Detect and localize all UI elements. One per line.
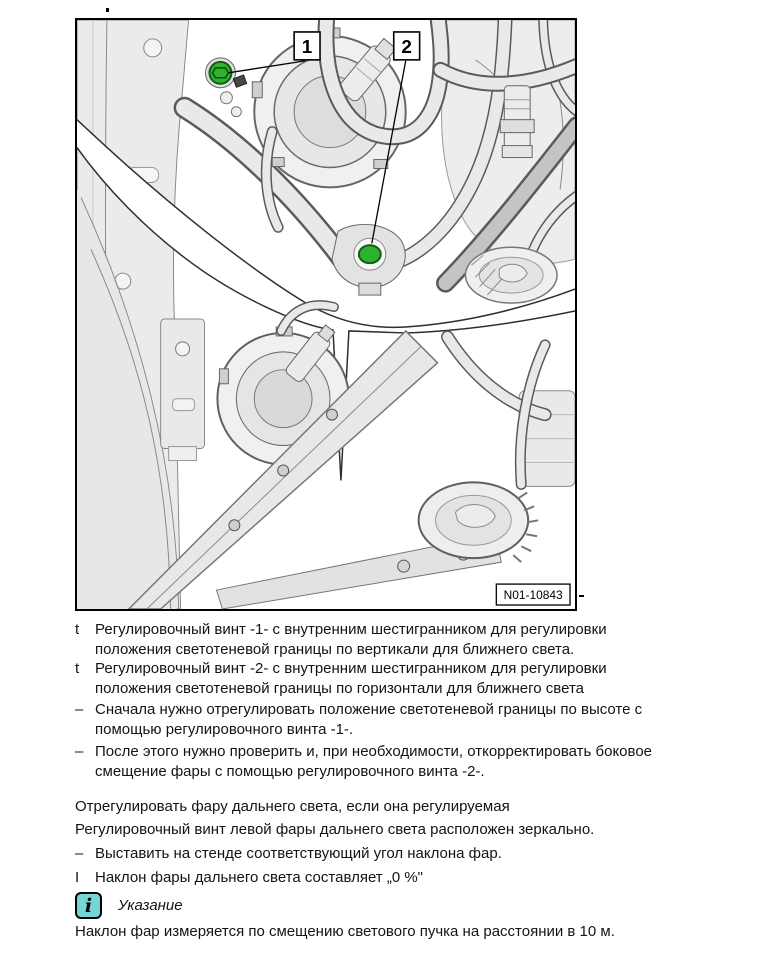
note-label: Указание bbox=[118, 896, 183, 914]
engine-bay-drawing bbox=[77, 20, 575, 609]
list-item-text: Выставить на стенде соответствующий угол наклона фар. bbox=[95, 845, 502, 862]
reservoir-cap-upper bbox=[465, 247, 557, 303]
list-item-screw2 bbox=[75, 659, 735, 698]
paragraph-mirror-note: Регулировочный винт левой фары дальнего света расположен зеркально. bbox=[75, 820, 595, 838]
note-header bbox=[75, 892, 735, 919]
screw-2-head bbox=[359, 245, 381, 263]
list-item-step1 bbox=[75, 700, 735, 739]
instructions bbox=[75, 620, 735, 942]
list-item-incline bbox=[75, 868, 735, 888]
ref-label-text: N01-10843 bbox=[503, 588, 563, 603]
paragraph-high-beam: Отрегулировать фару дальнего света, если она регулируемая bbox=[75, 798, 510, 815]
pipe-connector bbox=[500, 86, 534, 158]
technical-illustration bbox=[75, 18, 577, 611]
list-marker: t bbox=[75, 621, 80, 638]
list-item-text: Регулировочный винт -1- с внутренним шестигранником для регулировки положения светотеневой границы по вертикали для ближнего света. bbox=[95, 621, 607, 658]
list-item-text: Регулировочный винт -2- с внутренним шестигранником для регулировки положения светотеневой границы по горизонтали для ближнего света bbox=[95, 660, 607, 697]
callout-1-number: 1 bbox=[301, 36, 313, 58]
list-marker: – bbox=[75, 701, 84, 718]
list-marker: – bbox=[75, 743, 84, 760]
crop-mark bbox=[106, 8, 109, 12]
list-item-text: После этого нужно проверить и, при необходимости, откорректировать боковое смещение фары с помощью регулировочного винта -2-. bbox=[95, 743, 653, 780]
adjustment-screw-1 bbox=[205, 58, 246, 117]
list-item-text: Наклон фары дальнего света составляет „0 %" bbox=[95, 868, 423, 886]
list-marker: I bbox=[75, 868, 80, 886]
adjustment-screw-2 bbox=[332, 224, 405, 295]
callout-2-number: 2 bbox=[401, 36, 412, 58]
info-icon-letter: i bbox=[84, 894, 93, 917]
list-item-stand bbox=[75, 844, 735, 864]
list-item-text: Сначала нужно отрегулировать положение светотеневой границы по высоте с помощью регулировочного винта -1-. bbox=[95, 701, 643, 738]
note-text: Наклон фар измеряется по смещению светового пучка на расстоянии в 10 м. bbox=[75, 923, 615, 940]
info-icon bbox=[75, 892, 102, 919]
list-item-step2 bbox=[75, 742, 735, 781]
lower-view bbox=[129, 305, 575, 609]
figure-ref-label bbox=[496, 584, 570, 605]
callout-2 bbox=[394, 32, 420, 60]
list-marker: t bbox=[75, 660, 80, 677]
list-item-screw1 bbox=[75, 620, 735, 659]
crop-mark bbox=[579, 595, 584, 597]
callout-1 bbox=[294, 32, 320, 60]
list-marker: – bbox=[75, 845, 84, 862]
